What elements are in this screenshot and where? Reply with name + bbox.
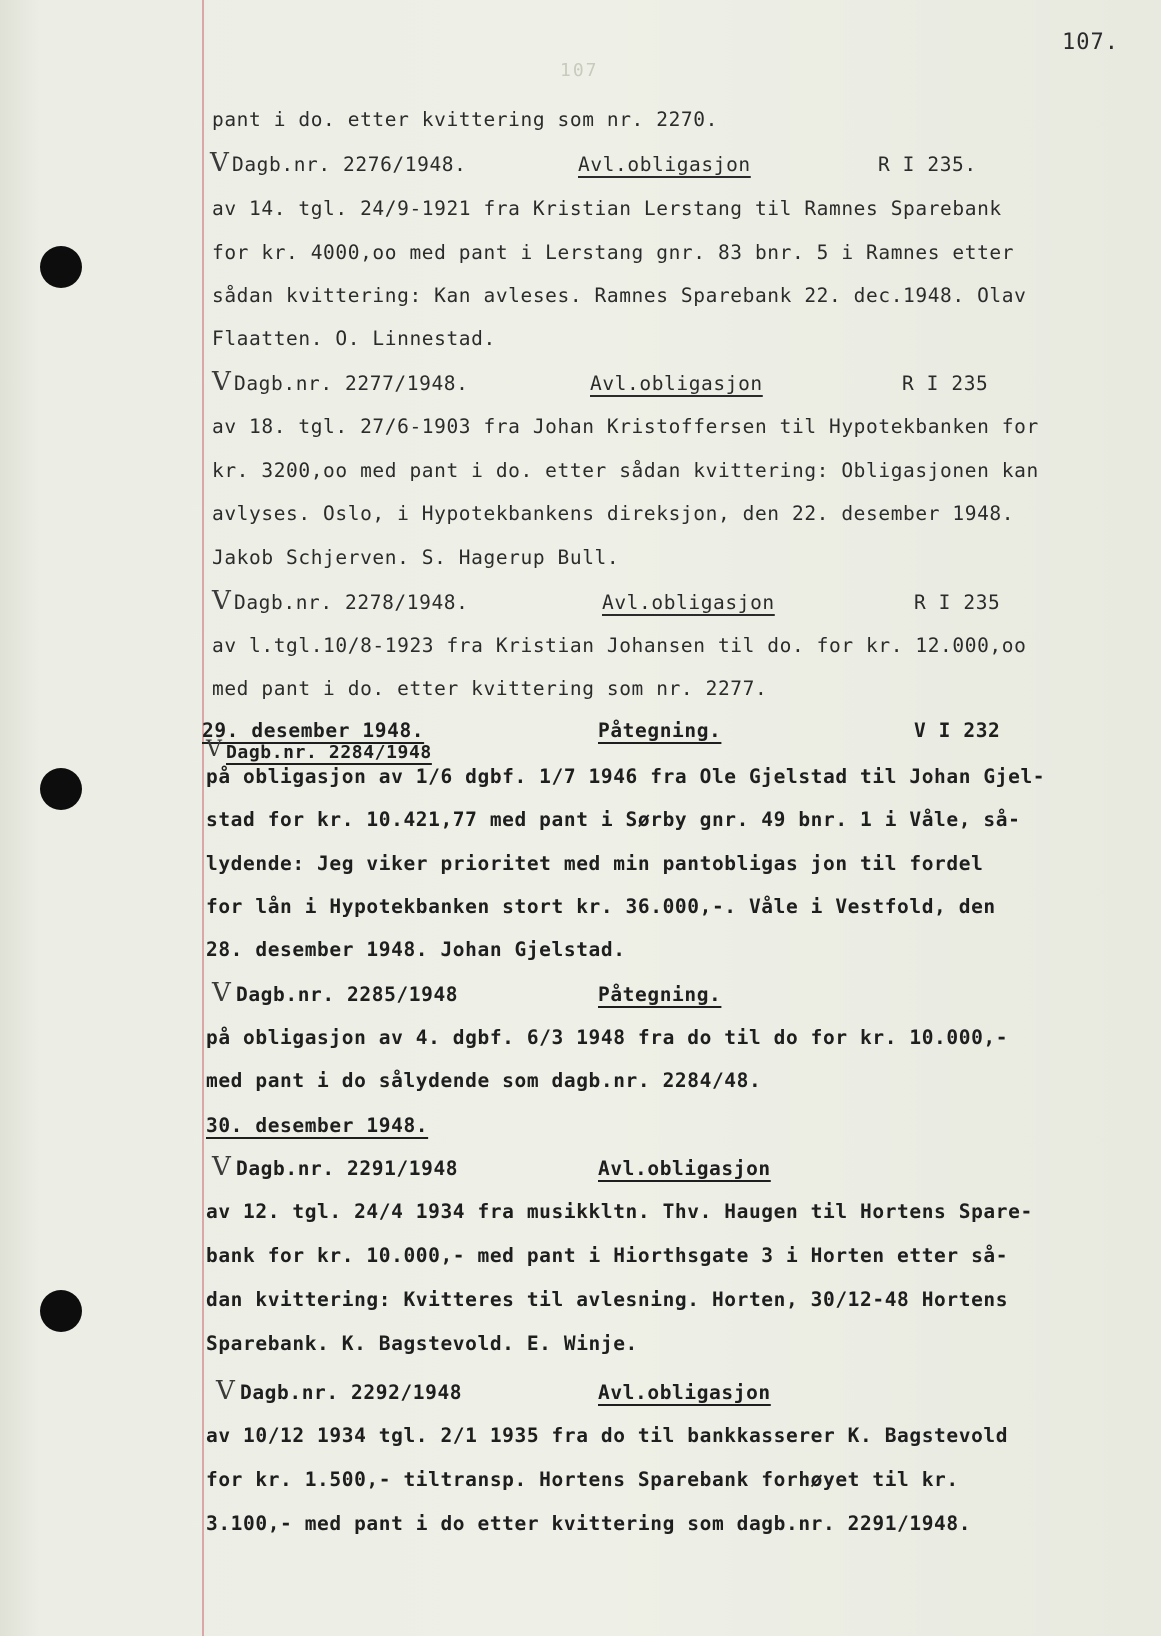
text-line: for lån i Hypotekbanken stort kr. 36.000,-. Våle i Vestfold, den	[206, 895, 996, 918]
entry-type: Påtegning.	[598, 983, 722, 1006]
text-line: kr. 3200,oo med pant i do. etter sådan kvittering: Obligasjonen kan	[212, 459, 1039, 482]
check-mark: V	[216, 1376, 235, 1406]
text-line: for kr. 1.500,- tiltransp. Hortens Sparebank forhøyet til kr.	[206, 1468, 959, 1491]
entry-type: Avl.obligasjon	[598, 1157, 771, 1180]
text-line: stad for kr. 10.421,77 med pant i Sørby gnr. 49 bnr. 1 i Våle, så-	[206, 808, 1021, 831]
text-line: av 14. tgl. 24/9-1921 fra Kristian Lerstang til Ramnes Sparebank	[212, 197, 1002, 220]
margin-rule	[202, 0, 204, 1636]
entry-dagb: Dagb.nr. 2278/1948.	[234, 591, 469, 614]
text-line: pant i do. etter kvittering som nr. 2270.	[212, 108, 718, 131]
text-line: av 10/12 1934 tgl. 2/1 1935 fra do til bankkasserer K. Bagstevold	[206, 1424, 1009, 1447]
faint-page-mark: 107	[560, 60, 599, 81]
text-line: 28. desember 1948. Johan Gjelstad.	[206, 938, 626, 961]
text-line: på obligasjon av 4. dgbf. 6/3 1948 fra do til do for kr. 10.000,-	[206, 1026, 1009, 1049]
entry-type: Avl.obligasjon	[578, 153, 751, 176]
text-line: av l.tgl.10/8-1923 fra Kristian Johansen til do. for kr. 12.000,oo	[212, 634, 1027, 657]
check-mark: V	[210, 148, 229, 178]
text-line: Jakob Schjerven. S. Hagerup Bull.	[212, 546, 620, 569]
check-mark: V	[212, 586, 231, 616]
entry-dagb: Dagb.nr. 2276/1948.	[232, 153, 467, 176]
check-mark: V	[212, 978, 231, 1008]
date-heading: 30. desember 1948.	[206, 1114, 429, 1137]
check-mark: V	[212, 1152, 231, 1182]
entry-dagb: Dagb.nr. 2277/1948.	[234, 372, 469, 395]
punch-hole	[40, 1290, 82, 1332]
punch-hole	[40, 246, 82, 288]
check-mark: V	[206, 737, 222, 762]
text-line: bank for kr. 10.000,- med pant i Hiorthsgate 3 i Horten etter så-	[206, 1244, 1009, 1267]
text-line: med pant i do. etter kvittering som nr. 2277.	[212, 677, 768, 700]
date-heading: 29. desember 1948.	[202, 719, 425, 742]
entry-type: Avl.obligasjon	[590, 372, 763, 395]
entry-dagb: Dagb.nr. 2292/1948	[240, 1381, 463, 1404]
text-line: for kr. 4000,oo med pant i Lerstang gnr. 83 bnr. 5 i Ramnes etter	[212, 241, 1015, 264]
text-line: dan kvittering: Kvitteres til avlesning. Horten, 30/12-48 Hortens	[206, 1288, 1009, 1311]
text-line: avlyses. Oslo, i Hypotekbankens direksjon, den 22. desember 1948.	[212, 502, 1015, 525]
text-line: med pant i do sålydende som dagb.nr. 2284/48.	[206, 1069, 762, 1092]
text-line: 3.100,- med pant i do etter kvittering som dagb.nr. 2291/1948.	[206, 1512, 972, 1535]
check-mark: V	[212, 367, 231, 397]
text-line: sådan kvittering: Kan avleses. Ramnes Sparebank 22. dec.1948. Olav	[212, 284, 1027, 307]
entry-ref: R I 235	[902, 372, 989, 395]
entry-dagb: Dagb.nr. 2284/1948	[226, 742, 432, 763]
entry-type: Påtegning.	[598, 719, 722, 742]
entry-ref: V I 232	[914, 719, 1001, 742]
entry-dagb: Dagb.nr. 2285/1948	[236, 983, 459, 1006]
entry-dagb: Dagb.nr. 2291/1948	[236, 1157, 459, 1180]
page-number: 107.	[1062, 30, 1119, 55]
text-line: Flaatten. O. Linnestad.	[212, 327, 496, 350]
entry-ref: R I 235	[914, 591, 1001, 614]
entry-type: Avl.obligasjon	[598, 1381, 771, 1404]
punch-hole	[40, 768, 82, 810]
text-line: av 12. tgl. 24/4 1934 fra musikkltn. Thv. Haugen til Hortens Spare-	[206, 1200, 1033, 1223]
text-line: på obligasjon av 1/6 dgbf. 1/7 1946 fra Ole Gjelstad til Johan Gjel-	[206, 765, 1046, 788]
text-line: av 18. tgl. 27/6-1903 fra Johan Kristoffersen til Hypotekbanken for	[212, 415, 1039, 438]
entry-type: Avl.obligasjon	[602, 591, 775, 614]
entry-ref: R I 235.	[878, 153, 977, 176]
text-line: lydende: Jeg viker prioritet med min pantobligas jon til fordel	[206, 852, 984, 875]
text-line: Sparebank. K. Bagstevold. E. Winje.	[206, 1332, 638, 1355]
